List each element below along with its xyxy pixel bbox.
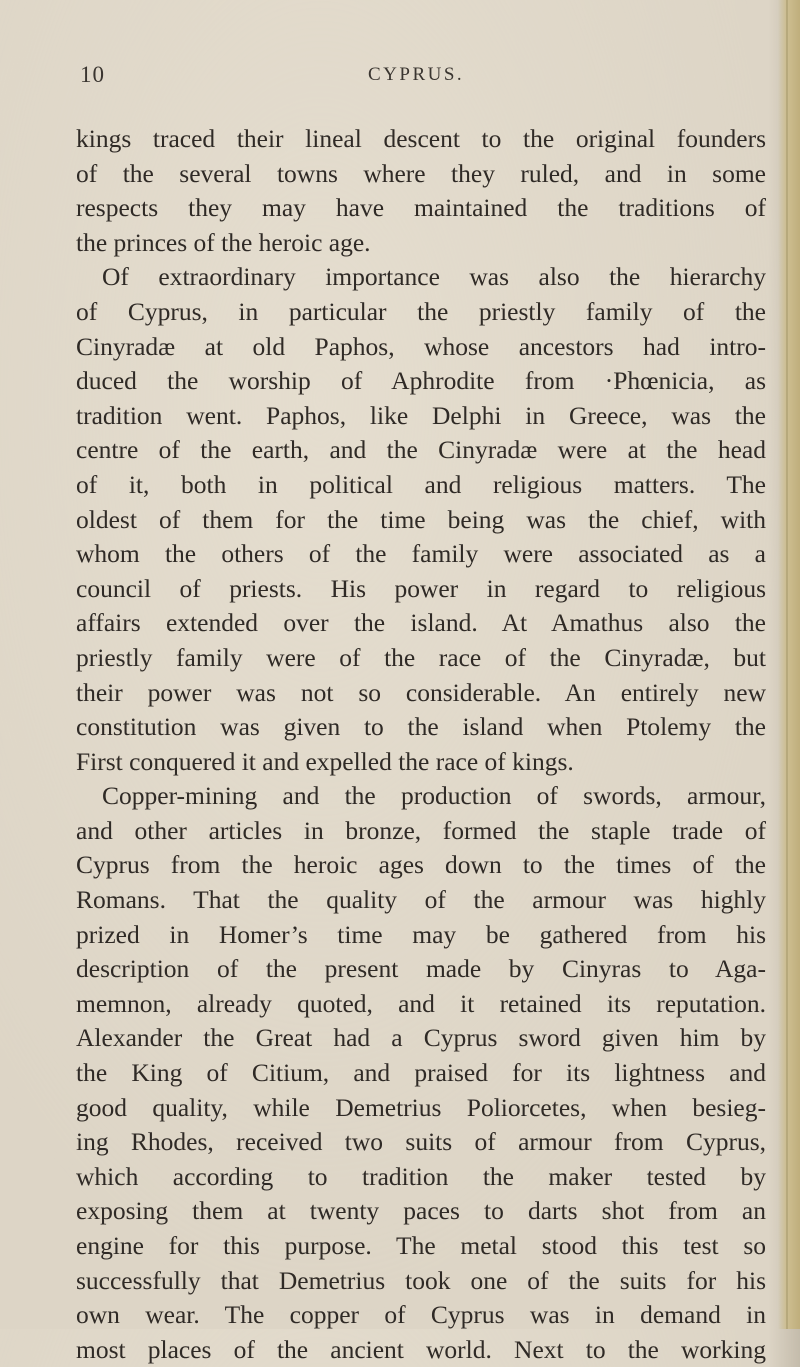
text-line: oldest of them for the time being was the chief, with <box>76 504 766 534</box>
text-line: which according to tradition the maker tested by <box>76 1161 766 1191</box>
text-line: engine for this purpose. The metal stood this test so <box>76 1231 766 1260</box>
page-number: 10 <box>80 62 105 87</box>
page-edge-line <box>786 0 788 1329</box>
text-line: Cyprus from the heroic ages down to the times of the <box>76 850 766 880</box>
body-text <box>76 122 766 1367</box>
text-line: Cinyradæ at old Paphos, whose ancestors had intro- <box>76 331 766 361</box>
text-line: and other articles in bronze, formed the staple trade of <box>76 815 766 845</box>
running-head: CYPRUS. <box>368 64 465 85</box>
text-line: the princes of the heroic age. <box>76 227 371 257</box>
text-line: First conquered it and expelled the race of kings. <box>76 746 574 776</box>
text-line: centre of the earth, and the Cinyradæ were at the head <box>76 435 766 465</box>
text-line: of the several towns where they ruled, and in some <box>76 158 766 188</box>
text-line: description of the present made by Cinyras to Aga- <box>76 954 766 984</box>
text-line: council of priests. His power in regard to religious <box>76 573 766 603</box>
text-line: respects they may have maintained the traditions of <box>76 193 766 223</box>
text-line: duced the worship of Aphrodite from ·Phœnicia, as <box>76 366 766 396</box>
text-line: most places of the ancient world. Next to the working <box>76 1334 766 1364</box>
text-line: exposing them at twenty paces to darts shot from an <box>76 1196 766 1226</box>
page-edge-binding <box>778 0 800 1329</box>
text-line: the King of Citium, and praised for its lightness and <box>76 1058 766 1088</box>
text-line: successfully that Demetrius took one of the suits for his <box>76 1265 766 1295</box>
text-line: their power was not so considerable. An entirely new <box>76 677 766 707</box>
text-line: Of extraordinary importance was also the hierarchy <box>102 262 766 292</box>
text-line: Copper-mining and the production of swords, armour, <box>102 781 766 811</box>
text-line: Alexander the Great had a Cyprus sword given him by <box>76 1023 766 1053</box>
text-line: of it, both in political and religious matters. The <box>76 469 766 499</box>
text-line: of Cyprus, in particular the priestly family of the <box>76 296 766 326</box>
text-line: whom the others of the family were associated as a <box>76 539 766 569</box>
text-line: constitution was given to the island when Ptolemy the <box>76 712 766 742</box>
text-line: good quality, while Demetrius Poliorcetes, when besieg- <box>76 1092 766 1122</box>
text-line: priestly family were of the race of the Cinyradæ, but <box>76 642 766 672</box>
text-line: affairs extended over the island. At Amathus also the <box>76 608 766 638</box>
text-line: own wear. The copper of Cyprus was in demand in <box>76 1300 766 1330</box>
text-line: ing Rhodes, received two suits of armour from Cyprus, <box>76 1127 766 1157</box>
text-line: tradition went. Paphos, like Delphi in Greece, was the <box>76 400 766 430</box>
text-line: prized in Homer’s time may be gathered from his <box>76 919 766 949</box>
text-line: memnon, already quoted, and it retained its reputation. <box>76 988 766 1018</box>
text-line: kings traced their lineal descent to the original founders <box>76 124 766 153</box>
text-line: Romans. That the quality of the armour was highly <box>76 885 766 915</box>
page-header <box>80 62 780 94</box>
